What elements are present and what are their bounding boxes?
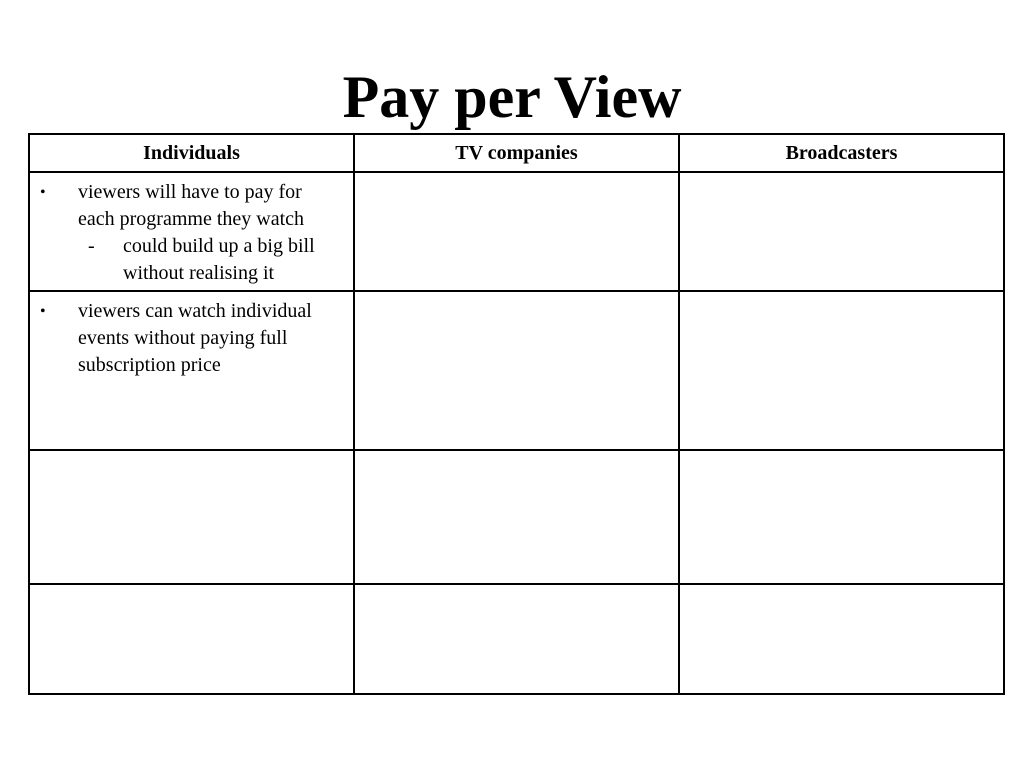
cell-individuals (29, 291, 354, 450)
cell-broadcasters (679, 584, 1004, 694)
table-row (29, 450, 1004, 584)
table-header-row (29, 134, 1004, 172)
header-broadcasters: Broadcasters (679, 134, 1004, 172)
table-row (29, 172, 1004, 291)
table-row (29, 584, 1004, 694)
table-row (29, 291, 1004, 450)
cell-individuals (29, 584, 354, 694)
sub-bullet-item (78, 233, 343, 287)
bullet-icon: • (40, 303, 46, 320)
header-individuals: Individuals (29, 134, 354, 172)
bullet-item (38, 298, 343, 379)
cell-broadcasters (679, 172, 1004, 291)
cell-broadcasters (679, 291, 1004, 450)
bullet-item (38, 179, 343, 233)
cell-tv-companies (354, 584, 679, 694)
cell-tv-companies (354, 172, 679, 291)
bullet-icon: • (40, 184, 46, 201)
cell-individuals (29, 450, 354, 584)
cell-tv-companies (354, 291, 679, 450)
bullet-text: viewers can watch individual events without paying full subscription price (78, 300, 312, 376)
comparison-table (28, 133, 1005, 695)
sub-bullet-text: could build up a big bill without realising it (123, 235, 315, 284)
page-title: Pay per View (342, 64, 682, 130)
cell-individuals (29, 172, 354, 291)
header-tv-companies: TV companies (354, 134, 679, 172)
dash-icon: - (88, 235, 95, 257)
cell-broadcasters (679, 450, 1004, 584)
cell-tv-companies (354, 450, 679, 584)
bullet-text: viewers will have to pay for each programme they watch (78, 181, 305, 230)
